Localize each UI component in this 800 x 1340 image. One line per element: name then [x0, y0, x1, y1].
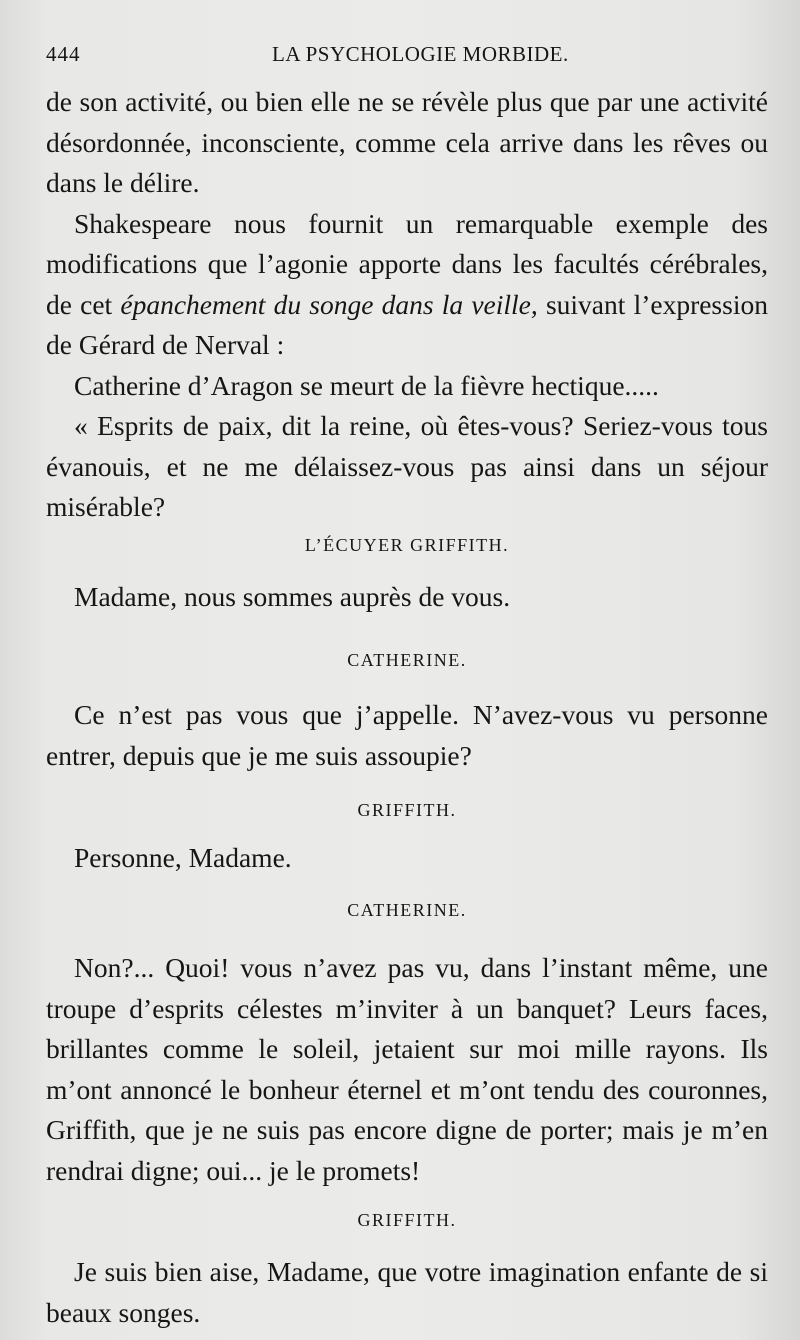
paragraph-catherine-vision: Non?... Quoi! vous n’avez pas vu, dans l’instant même, une troupe d’esprits célestes m’inviter à un banquet? Leurs faces, brillantes comme le soleil, jetaient sur moi mille rayons. Ils m’ont annoncé le bonheur éternel et m’ont tendu des couronnes, Griffith, que je ne suis pas encore digne de porter; mais je m’en rendrai digne; oui... je le promets! — [46, 952, 768, 1186]
paragraph-griffith-final: Je suis bien aise, Madame, que votre imagination enfante de si beaux songes. — [46, 1256, 768, 1328]
text-block-1 — [46, 82, 768, 528]
paragraph-shakespeare — [46, 204, 768, 366]
running-title: LA PSYCHOLOGIE MORBIDE. — [272, 42, 569, 66]
shakespeare-text-b: suivant l’expression de Gérard de Nerval : — [46, 288, 768, 360]
speaker-griffith-2: GRIFFITH. — [357, 1210, 457, 1230]
shakespeare-italic-phrase: épanchement du songe dans la veille, — [120, 288, 538, 320]
text-block-3 — [46, 695, 768, 776]
shakespeare-text-a: Shakespeare nous fournit un remarquable exemple des modifications que l’agonie apporte dans les facultés cérébrales, de cet — [46, 207, 768, 320]
text-block-2 — [46, 577, 768, 618]
text-block-4 — [46, 838, 768, 879]
speaker-ecuyer-griffith: L’ÉCUYER GRIFFITH. — [304, 535, 510, 555]
speaker-griffith-1: GRIFFITH. — [357, 800, 457, 820]
paragraph-catherine-dying: Catherine d’Aragon se meurt de la fièvre hectique..... — [74, 369, 659, 401]
paragraph-personne: Personne, Madame. — [74, 842, 292, 873]
speaker-catherine-1: CATHERINE. — [347, 650, 467, 670]
speaker-catherine-2: CATHERINE. — [347, 900, 467, 920]
paragraph-catherine-question: Ce n’est pas vous que j’appelle. N’avez-vous vu personne entrer, depuis que je me suis assoupie? — [46, 699, 768, 771]
paragraph-griffith-reply: Madame, nous sommes auprès de vous. — [74, 581, 511, 612]
page-header — [46, 42, 760, 72]
text-block-6 — [46, 1252, 768, 1333]
page-number: 444 — [46, 42, 81, 66]
text-block-5 — [46, 948, 768, 1191]
paragraph-activity: de son activité, ou bien elle ne se révèle plus que par une activité désordonnée, inconsciente, comme cela arrive dans les rêves ou dans le délire. — [46, 86, 768, 198]
paragraph-queen-speech: « Esprits de paix, dit la reine, où êtes-vous? Seriez-vous tous évanouis, et ne me délaissez-vous pas ainsi dans un séjour misérable? — [46, 410, 768, 522]
